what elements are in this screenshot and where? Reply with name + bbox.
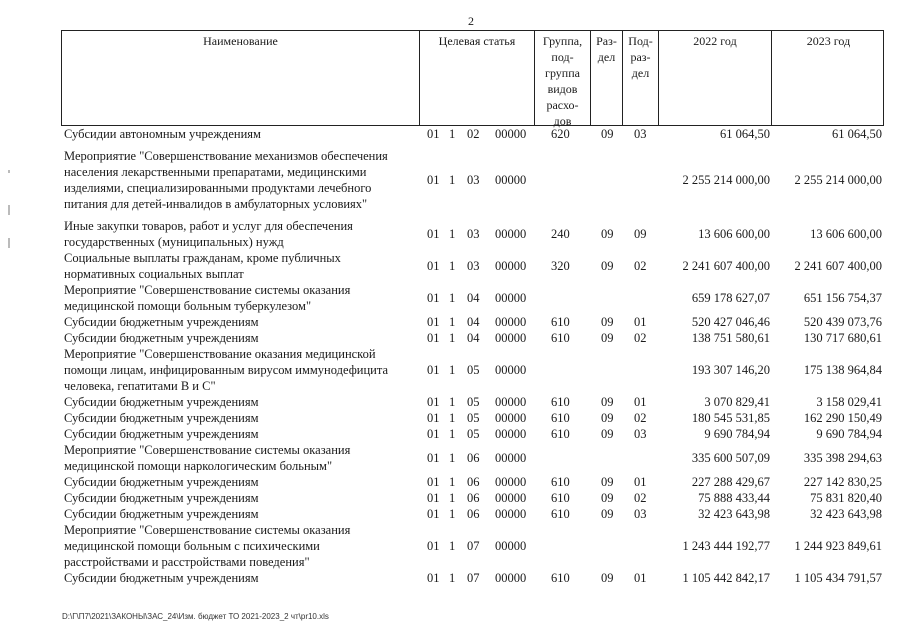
- row-name: Субсидии бюджетным учреждениям: [64, 427, 259, 441]
- target-code-part: 01: [427, 315, 440, 329]
- target-code-part: 1: [449, 173, 456, 187]
- target-code-part: 00000: [495, 291, 527, 305]
- header-razdel: Раз- дел: [590, 31, 622, 125]
- target-code-part: 04: [467, 291, 480, 305]
- target-code-part: 01: [427, 173, 440, 187]
- table-row: [61, 148, 884, 212]
- target-code-part: 05: [467, 363, 480, 377]
- target-code-part: 1: [449, 291, 456, 305]
- table-row: [61, 474, 884, 490]
- group-code: 610: [551, 491, 570, 505]
- group-code: 610: [551, 395, 570, 409]
- table-row: [61, 410, 884, 426]
- target-code-part: 01: [427, 571, 440, 585]
- target-code-part: 00000: [495, 259, 527, 273]
- amount-2022: 1 105 442 842,17: [682, 571, 770, 585]
- target-code-part: 01: [427, 539, 440, 553]
- amount-2022: 193 307 146,20: [691, 363, 770, 377]
- header-name: Наименование: [203, 34, 278, 48]
- amount-2023: 162 290 150,49: [803, 411, 882, 425]
- header-podrazdel: Под- раз- дел: [622, 31, 658, 125]
- target-code-part: 1: [449, 491, 456, 505]
- file-path-footer: D:\Г\П7\2021\ЗАКОНЫ\ЗАС_24\Изм. бюджет ТО 2021-2023_2 чт\pr10.xls: [62, 612, 329, 621]
- row-name: Субсидии бюджетным учреждениям: [64, 395, 259, 409]
- razdel-code: 09: [601, 331, 614, 345]
- header-2022: 2022 год: [658, 31, 771, 125]
- group-code: 620: [551, 127, 570, 141]
- row-name: Субсидии бюджетным учреждениям: [64, 571, 259, 585]
- scan-mark: [8, 205, 10, 215]
- target-code-part: 1: [449, 395, 456, 409]
- header-group: Группа, под- группа видов расхо- дов: [534, 31, 590, 125]
- amount-2023: 651 156 754,37: [803, 291, 882, 305]
- row-name: Субсидии автономным учреждениям: [64, 127, 261, 141]
- row-name: Субсидии бюджетным учреждениям: [64, 475, 259, 489]
- target-code-part: 00000: [495, 315, 527, 329]
- table-row: [61, 394, 884, 410]
- target-code-part: 1: [449, 507, 456, 521]
- target-code-part: 07: [467, 571, 480, 585]
- amount-2022: 520 427 046,46: [691, 315, 770, 329]
- row-name: Социальные выплаты гражданам, кроме публичных нормативных социальных выплат: [64, 251, 341, 281]
- amount-2023: 1 105 434 791,57: [794, 571, 882, 585]
- razdel-code: 09: [601, 411, 614, 425]
- amount-2022: 659 178 627,07: [691, 291, 770, 305]
- table-row: [61, 330, 884, 346]
- razdel-code: 09: [601, 395, 614, 409]
- razdel-code: 09: [601, 227, 614, 241]
- target-code-part: 01: [427, 331, 440, 345]
- podrazdel-code: 02: [634, 331, 647, 345]
- amount-2023: 13 606 600,00: [810, 227, 882, 241]
- razdel-code: 09: [601, 571, 614, 585]
- target-code-part: 00000: [495, 571, 527, 585]
- row-name: Субсидии бюджетным учреждениям: [64, 507, 259, 521]
- target-code-part: 05: [467, 427, 480, 441]
- amount-2022: 61 064,50: [720, 127, 770, 141]
- podrazdel-code: 02: [634, 259, 647, 273]
- target-code-part: 01: [427, 127, 440, 141]
- amount-2022: 335 600 507,09: [691, 451, 770, 465]
- group-code: 240: [551, 227, 570, 241]
- target-code-part: 1: [449, 227, 456, 241]
- amount-2023: 130 717 680,61: [803, 331, 882, 345]
- razdel-code: 09: [601, 127, 614, 141]
- target-code-part: 1: [449, 259, 456, 273]
- amount-2022: 13 606 600,00: [698, 227, 770, 241]
- podrazdel-code: 01: [634, 475, 647, 489]
- target-code-part: 03: [467, 227, 480, 241]
- row-name: Мероприятие "Совершенствование системы оказания медицинской помощи больным с психическими расстройствами и расстройствами поведения": [64, 523, 351, 569]
- razdel-code: 09: [601, 475, 614, 489]
- target-code-part: 00000: [495, 475, 527, 489]
- amount-2023: 520 439 073,76: [803, 315, 882, 329]
- amount-2023: 3 158 029,41: [816, 395, 882, 409]
- group-code: 610: [551, 331, 570, 345]
- table-row: [61, 442, 884, 474]
- table-row: [61, 522, 884, 570]
- podrazdel-code: 02: [634, 491, 647, 505]
- razdel-code: 09: [601, 507, 614, 521]
- target-code-part: 00000: [495, 491, 527, 505]
- target-code-part: 05: [467, 395, 480, 409]
- table-row: [61, 426, 884, 442]
- amount-2022: 2 241 607 400,00: [682, 259, 770, 273]
- target-code-part: 1: [449, 411, 456, 425]
- amount-2023: 61 064,50: [832, 127, 882, 141]
- razdel-code: 09: [601, 491, 614, 505]
- group-code: 610: [551, 507, 570, 521]
- target-code-part: 00000: [495, 363, 527, 377]
- row-name: Мероприятие "Совершенствование механизмов обеспечения населения лекарственными препаратами, медицинскими изделиями, специализированными продуктами лечебного питания для детей-инвалидов в амбулаторных условиях": [64, 149, 388, 211]
- amount-2023: 335 398 294,63: [803, 451, 882, 465]
- group-code: 610: [551, 571, 570, 585]
- target-code-part: 1: [449, 363, 456, 377]
- target-code-part: 00000: [495, 427, 527, 441]
- target-code-part: 01: [427, 395, 440, 409]
- target-code-part: 04: [467, 315, 480, 329]
- amount-2023: 227 142 830,25: [803, 475, 882, 489]
- row-name: Субсидии бюджетным учреждениям: [64, 491, 259, 505]
- target-code-part: 01: [427, 291, 440, 305]
- amount-2022: 1 243 444 192,77: [682, 539, 770, 553]
- target-code-part: 1: [449, 427, 456, 441]
- target-code-part: 1: [449, 315, 456, 329]
- table-row: [61, 346, 884, 394]
- table-row: [61, 506, 884, 522]
- target-code-part: 07: [467, 539, 480, 553]
- table-row: [61, 126, 884, 142]
- target-code-part: 02: [467, 127, 480, 141]
- group-code: 610: [551, 411, 570, 425]
- table-row: [61, 570, 884, 586]
- amount-2023: 2 255 214 000,00: [794, 173, 882, 187]
- target-code-part: 1: [449, 571, 456, 585]
- podrazdel-code: 03: [634, 507, 647, 521]
- target-code-part: 1: [449, 331, 456, 345]
- target-code-part: 00000: [495, 507, 527, 521]
- target-code-part: 01: [427, 259, 440, 273]
- target-code-part: 05: [467, 411, 480, 425]
- amount-2023: 2 241 607 400,00: [794, 259, 882, 273]
- podrazdel-code: 01: [634, 315, 647, 329]
- target-code-part: 04: [467, 331, 480, 345]
- podrazdel-code: 01: [634, 571, 647, 585]
- podrazdel-code: 01: [634, 395, 647, 409]
- amount-2022: 3 070 829,41: [704, 395, 770, 409]
- target-code-part: 06: [467, 475, 480, 489]
- header-2023: 2023 год: [771, 31, 885, 125]
- row-name: Субсидии бюджетным учреждениям: [64, 411, 259, 425]
- amount-2022: 180 545 531,85: [691, 411, 770, 425]
- target-code-part: 00000: [495, 331, 527, 345]
- amount-2023: 32 423 643,98: [810, 507, 882, 521]
- target-code-part: 00000: [495, 539, 527, 553]
- podrazdel-code: 03: [634, 427, 647, 441]
- target-code-part: 03: [467, 259, 480, 273]
- scan-mark: [8, 238, 10, 248]
- table-header: [61, 30, 884, 126]
- target-code-part: 06: [467, 507, 480, 521]
- podrazdel-code: 09: [634, 227, 647, 241]
- amount-2022: 75 888 433,44: [698, 491, 770, 505]
- scan-mark: [8, 170, 10, 173]
- row-name: Мероприятие "Совершенствование оказания медицинской помощи лицам, инфицированным вирусом иммунодефицита человека, гепатитами В и С": [64, 347, 389, 393]
- page-number: 2: [468, 14, 474, 28]
- razdel-code: 09: [601, 427, 614, 441]
- amount-2022: 9 690 784,94: [704, 427, 770, 441]
- target-code-part: 01: [427, 411, 440, 425]
- amount-2022: 227 288 429,67: [691, 475, 770, 489]
- table-row: [61, 282, 884, 314]
- razdel-code: 09: [601, 315, 614, 329]
- header-target: Целевая статья: [419, 31, 534, 125]
- target-code-part: 06: [467, 451, 480, 465]
- target-code-part: 01: [427, 491, 440, 505]
- table-row: [61, 218, 884, 250]
- group-code: 610: [551, 315, 570, 329]
- amount-2023: 75 831 820,40: [810, 491, 882, 505]
- target-code-part: 00000: [495, 451, 527, 465]
- table-row: [61, 250, 884, 282]
- razdel-code: 09: [601, 259, 614, 273]
- target-code-part: 01: [427, 227, 440, 241]
- podrazdel-code: 03: [634, 127, 647, 141]
- group-code: 610: [551, 427, 570, 441]
- amount-2022: 32 423 643,98: [698, 507, 770, 521]
- target-code-part: 01: [427, 451, 440, 465]
- target-code-part: 01: [427, 507, 440, 521]
- target-code-part: 01: [427, 427, 440, 441]
- amount-2023: 175 138 964,84: [803, 363, 882, 377]
- amount-2023: 9 690 784,94: [816, 427, 882, 441]
- target-code-part: 00000: [495, 127, 527, 141]
- table-row: [61, 314, 884, 330]
- target-code-part: 03: [467, 173, 480, 187]
- amount-2023: 1 244 923 849,61: [794, 539, 882, 553]
- target-code-part: 1: [449, 475, 456, 489]
- target-code-part: 1: [449, 539, 456, 553]
- target-code-part: 00000: [495, 395, 527, 409]
- row-name: Мероприятие "Совершенствование системы оказания медицинской помощи больным туберкулезом": [64, 283, 351, 313]
- target-code-part: 1: [449, 127, 456, 141]
- row-name: Субсидии бюджетным учреждениям: [64, 315, 259, 329]
- target-code-part: 06: [467, 491, 480, 505]
- podrazdel-code: 02: [634, 411, 647, 425]
- target-code-part: 00000: [495, 227, 527, 241]
- target-code-part: 01: [427, 475, 440, 489]
- group-code: 320: [551, 259, 570, 273]
- table-row: [61, 490, 884, 506]
- row-name: Мероприятие "Совершенствование системы оказания медицинской помощи наркологическим больным": [64, 443, 351, 473]
- target-code-part: 01: [427, 363, 440, 377]
- target-code-part: 00000: [495, 173, 527, 187]
- amount-2022: 2 255 214 000,00: [682, 173, 770, 187]
- row-name: Иные закупки товаров, работ и услуг для обеспечения государственных (муниципальных) нужд: [64, 219, 353, 249]
- amount-2022: 138 751 580,61: [691, 331, 770, 345]
- group-code: 610: [551, 475, 570, 489]
- target-code-part: 00000: [495, 411, 527, 425]
- target-code-part: 1: [449, 451, 456, 465]
- row-name: Субсидии бюджетным учреждениям: [64, 331, 259, 345]
